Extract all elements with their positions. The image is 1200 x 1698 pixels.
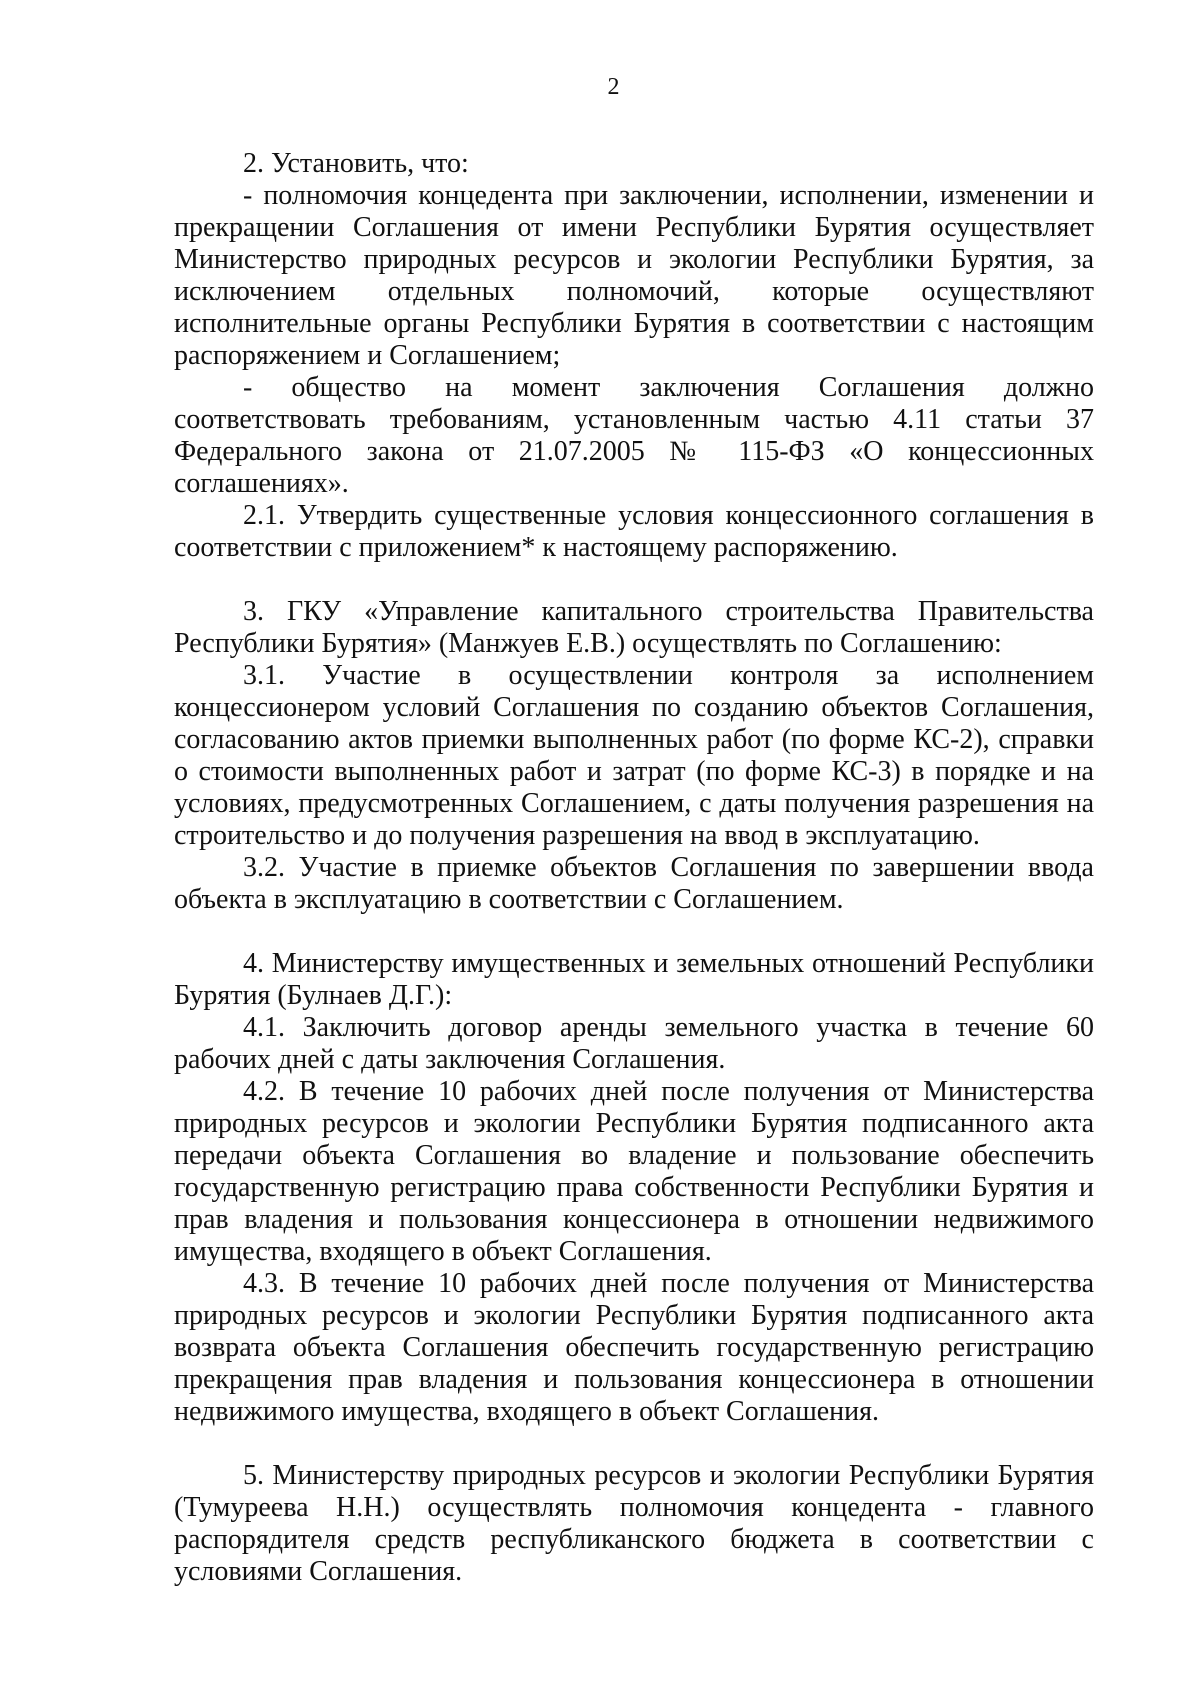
paragraph-gap bbox=[174, 564, 1094, 596]
section-2-item-1: - полномочия концедента при заключении, исполнении, изменении и прекращении Соглашения от имени Республики Бурятия осуществляет Министерство природных ресурсов и экологии Республики Бурятия, за исключением отдельных полномочий, которые осуществляют исполнительные органы Республики Бурятия в соответствии с настоящим распоряжением и Соглашением; bbox=[174, 180, 1094, 371]
section-4-3: 4.3. В течение 10 рабочих дней после получения от Министерства природных ресурсов и экологии Республики Бурятия подписанного акта возврата объекта Соглашения обеспечить государственную регистрацию прекращения прав владения и пользования концессионера в отношении недвижимого имущества, входящего в объект Соглашения. bbox=[174, 1268, 1094, 1427]
section-2-item-2: - общество на момент заключения Соглашения должно соответствовать требованиям, установленным частью 4.11 статьи 37 Федерального закона от 21.07.2005 № 115-ФЗ «О концессионных соглашениях». bbox=[174, 372, 1094, 499]
section-3-heading: 3. ГКУ «Управление капитального строительства Правительства Республики Бурятия» (Манжуев Е.В.) осуществлять по Соглашению: bbox=[174, 596, 1094, 659]
page-number: 2 bbox=[607, 74, 620, 100]
section-4-2: 4.2. В течение 10 рабочих дней после получения от Министерства природных ресурсов и экологии Республики Бурятия подписанного акта передачи объекта Соглашения во владение и пользование обеспечить государственную регистрацию права собственности Республики Бурятия и прав владения и пользования концессионера в отношении недвижимого имущества, входящего в объект Соглашения. bbox=[174, 1076, 1094, 1267]
section-4-1: 4.1. Заключить договор аренды земельного участка в течение 60 рабочих дней с даты заключения Соглашения. bbox=[174, 1012, 1094, 1075]
paragraph-gap bbox=[174, 916, 1094, 948]
section-2-heading: 2. Установить, что: bbox=[243, 148, 469, 179]
document-body bbox=[174, 148, 1094, 1588]
section-5-heading: 5. Министерству природных ресурсов и экологии Республики Бурятия (Тумуреева Н.Н.) осуществлять полномочия концедента - главного распорядителя средств республиканского бюджета в соответствии с условиями Соглашения. bbox=[174, 1460, 1094, 1587]
section-3-1: 3.1. Участие в осуществлении контроля за исполнением концессионером условий Соглашения по созданию объектов Соглашения, согласованию актов приемки выполненных работ (по форме КС-2), справки о стоимости выполненных работ и затрат (по форме КС-3) в порядке и на условиях, предусмотренных Соглашением, с даты получения разрешения на строительство и до получения разрешения на ввод в эксплуатацию. bbox=[174, 660, 1094, 851]
section-4-heading: 4. Министерству имущественных и земельных отношений Республики Бурятия (Булнаев Д.Г.): bbox=[174, 948, 1094, 1011]
section-2-1: 2.1. Утвердить существенные условия концессионного соглашения в соответствии с приложением* к настоящему распоряжению. bbox=[174, 500, 1094, 563]
section-3-2: 3.2. Участие в приемке объектов Соглашения по завершении ввода объекта в эксплуатацию в соответствии с Соглашением. bbox=[174, 852, 1094, 915]
paragraph-gap bbox=[174, 1428, 1094, 1460]
